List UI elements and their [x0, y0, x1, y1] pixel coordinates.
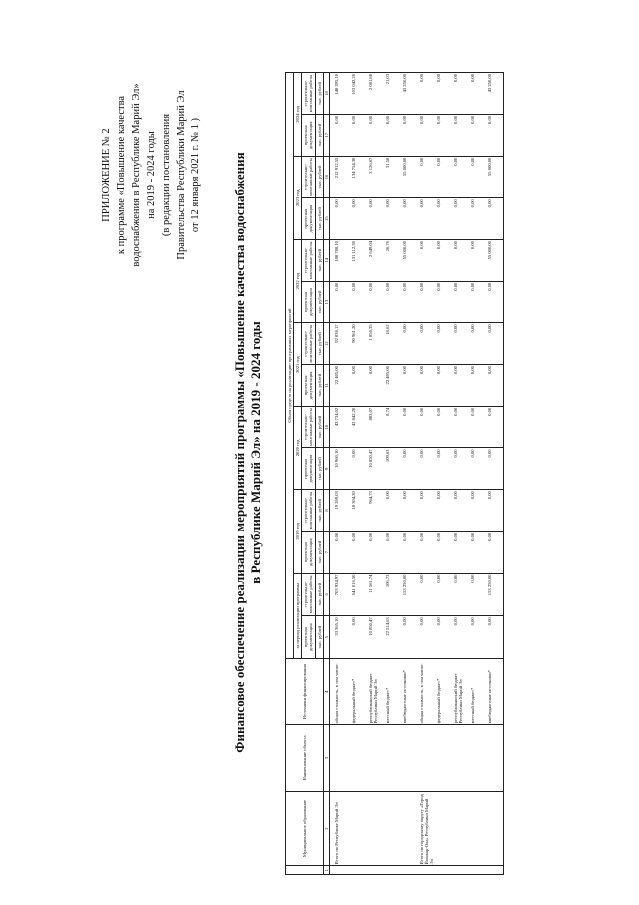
municipal-cell [469, 791, 486, 866]
value-cell: 22 514,63 [384, 616, 401, 659]
value-cell: 0,00 [452, 114, 469, 156]
value-cell: 0,00 [469, 198, 486, 240]
value-cell: 0,00 [350, 114, 367, 156]
header-unit: тыс. рублей [315, 156, 323, 198]
header-design-docs: проектная документация [302, 531, 315, 573]
header-design-docs: проектная документация [302, 365, 315, 407]
header-column-number: 7 [323, 531, 329, 573]
value-cell: 55 000,00 [486, 156, 504, 198]
header-column-number: 17 [323, 114, 329, 156]
header-column-number: 10 [323, 406, 329, 448]
value-cell: 148 395,10 [329, 73, 350, 115]
value-cell: 964,73 [367, 490, 384, 532]
document-title [232, 0, 265, 905]
header-column-number: 13 [323, 281, 329, 323]
value-cell: 0,00 [418, 323, 435, 365]
value-cell: 0,00 [452, 73, 469, 115]
header-unit: тыс. рублей [315, 240, 323, 282]
header-total-period: за период реализации программы [294, 573, 302, 659]
row-index-cell [486, 866, 504, 875]
header-unit: тыс. рублей [315, 365, 323, 407]
value-cell: 0,00 [418, 240, 435, 282]
value-cell: 3 126,67 [367, 156, 384, 198]
header-construction-works: строительно-монтажные работы [303, 491, 314, 530]
municipal-cell [350, 791, 367, 866]
value-cell: 0,00 [469, 406, 486, 448]
value-cell: 0,00 [452, 573, 469, 616]
value-cell: 0,00 [418, 573, 435, 616]
value-cell: 153 250,00 [486, 573, 504, 616]
value-cell: 0,00 [350, 365, 367, 407]
value-cell: 0,00 [401, 448, 418, 490]
municipal-cell [452, 791, 469, 866]
value-cell: 0,00 [401, 365, 418, 407]
appendix-line: на 2019 - 2024 годы [145, 131, 157, 219]
row-index-cell [367, 866, 384, 875]
value-cell: 0,00 [418, 531, 435, 573]
value-cell: 43 250,00 [486, 73, 504, 115]
value-cell: 153 250,00 [401, 573, 418, 616]
header-municipal: Муниципальное образование [286, 791, 324, 866]
header-column-number: 5 [323, 616, 329, 659]
value-cell: 0,00 [452, 240, 469, 282]
value-cell: 109,63 [384, 448, 401, 490]
value-cell: 0,00 [435, 240, 452, 282]
value-cell: 0,00 [486, 114, 504, 156]
value-cell: 131 112,30 [350, 240, 367, 282]
value-cell: 0,00 [469, 156, 486, 198]
value-cell: 22 405,00 [329, 365, 350, 407]
table-row [418, 73, 435, 875]
header-design-docs: проектная документация [302, 114, 315, 156]
value-cell: 18 304,30 [350, 490, 367, 532]
value-cell: 0,00 [452, 616, 469, 659]
value-cell: 0,00 [452, 365, 469, 407]
header-unit: тыс. рублей [315, 323, 323, 365]
value-cell: 0,00 [350, 198, 367, 240]
value-cell: 0,00 [367, 281, 384, 323]
value-cell: 1 856,35 [367, 323, 384, 365]
row-index-cell [435, 866, 452, 875]
value-cell: 0,00 [469, 616, 486, 659]
value-cell: 22 405,00 [384, 365, 401, 407]
value-cell: 0,00 [418, 616, 435, 659]
value-cell: 0,00 [418, 365, 435, 407]
row-index-cell [329, 866, 350, 875]
table-row [367, 73, 384, 875]
value-cell: 0,00 [435, 573, 452, 616]
source-cell: общая стоимость, в том числе: [418, 659, 435, 725]
header-column-number: 16 [323, 156, 329, 198]
source-cell: местный бюджет* [469, 659, 486, 725]
value-cell: 0,00 [469, 281, 486, 323]
object-cell [418, 725, 435, 791]
value-cell: 0,00 [469, 448, 486, 490]
municipal-cell [367, 791, 384, 866]
value-cell: 90 961,20 [350, 323, 367, 365]
header-construction-works: строительно-монтажные работы [303, 324, 314, 363]
header-construction-works: строительно-монтажные работы [302, 73, 315, 115]
value-cell: 0,00 [350, 448, 367, 490]
header-unit: тыс. рублей [315, 198, 323, 240]
value-cell: 0,00 [350, 531, 367, 573]
value-cell: 0,00 [435, 490, 452, 532]
header-construction-works: строительно-монтажные работы [303, 158, 314, 196]
header-column-number: 11 [323, 365, 329, 407]
value-cell: 0,00 [401, 114, 418, 156]
object-cell [329, 725, 350, 791]
value-cell: 18,62 [384, 323, 401, 365]
value-cell: 0,00 [418, 406, 435, 448]
row-index-cell [384, 866, 401, 875]
value-cell: 11 561,74 [367, 573, 384, 616]
header-unit: тыс. рублей [315, 281, 323, 323]
value-cell: 103 042,20 [350, 73, 367, 115]
header-column-number: 9 [323, 448, 329, 490]
value-cell: 0,00 [469, 365, 486, 407]
value-cell: 33 365,10 [329, 616, 350, 659]
value-cell: 0,00 [469, 73, 486, 115]
value-cell: 0,00 [435, 73, 452, 115]
value-cell: 0,00 [486, 448, 504, 490]
row-index-cell [350, 866, 367, 875]
header-year: 2020 год [294, 406, 302, 489]
value-cell: 0,00 [486, 490, 504, 532]
value-cell: 0,00 [350, 281, 367, 323]
appendix-line: (в редакции постановления [160, 113, 172, 237]
header-column-number: 2 [323, 791, 329, 866]
value-cell: 0,00 [367, 114, 384, 156]
value-cell: 0,00 [486, 365, 504, 407]
value-cell: 0,00 [384, 281, 401, 323]
value-cell: 0,00 [469, 323, 486, 365]
municipal-cell: Итого по городскому округу «Город Йошкар-Ола» Республики Марий Эл [418, 791, 435, 866]
value-cell: 8,74 [384, 406, 401, 448]
municipal-cell: Итого по Республике Марий Эл [329, 791, 350, 866]
value-cell: 0,00 [367, 365, 384, 407]
value-cell: 0,00 [401, 490, 418, 532]
value-cell: 0,00 [469, 531, 486, 573]
source-cell: федеральный бюджет* [350, 659, 367, 725]
row-index-cell [452, 866, 469, 875]
value-cell: 0,00 [418, 198, 435, 240]
source-cell: общая стоимость, в том числе: [329, 659, 350, 725]
header-design-docs: проектная документация [302, 616, 315, 659]
header-unit: тыс. рублей [315, 573, 323, 616]
header-unit: тыс. рублей [315, 448, 323, 490]
header-year: 2019 год [294, 490, 302, 573]
value-cell: 0,00 [401, 406, 418, 448]
value-cell: 0,00 [486, 323, 504, 365]
header-column-number: 3 [323, 725, 329, 791]
value-cell: 0,00 [486, 406, 504, 448]
value-cell: 0,00 [329, 198, 350, 240]
value-cell: 0,00 [367, 198, 384, 240]
value-cell: 55 000,00 [486, 240, 504, 282]
value-cell: 541 016,50 [350, 573, 367, 616]
title-line-2: в Республике Марий Эл» на 2019 - 2024 годы [248, 321, 264, 584]
header-column-number: 6 [323, 573, 329, 616]
object-cell [350, 725, 367, 791]
municipal-cell [401, 791, 418, 866]
municipal-cell [486, 791, 504, 866]
row-index-cell [418, 866, 435, 875]
municipal-cell [384, 791, 401, 866]
source-cell: внебюджетные источники* [401, 659, 418, 725]
header-funds: Объем средств на реализацию программных мероприятий [286, 73, 294, 659]
appendix-line: от 12 января 2021 г. № 1 ) [190, 117, 202, 233]
header-column-number: 4 [323, 659, 329, 725]
value-cell: 31,58 [384, 156, 401, 198]
header-year: 2021 год [294, 323, 302, 406]
value-cell: 0,00 [384, 198, 401, 240]
value-cell: 55 000,00 [401, 240, 418, 282]
table-row [452, 73, 469, 875]
header-source: Источники финансирования [286, 659, 324, 725]
value-cell: 0,00 [367, 531, 384, 573]
value-cell: 0,00 [435, 323, 452, 365]
object-cell [435, 725, 452, 791]
value-cell: 0,00 [435, 406, 452, 448]
header-column-number: 12 [323, 323, 329, 365]
value-cell: 0,00 [418, 281, 435, 323]
value-cell: 0,00 [350, 616, 367, 659]
value-cell: 92 836,17 [329, 323, 350, 365]
appendix-stamp [100, 25, 204, 325]
source-cell: местный бюджет* [384, 659, 401, 725]
value-cell: 0,00 [486, 616, 504, 659]
value-cell: 10 850,47 [367, 616, 384, 659]
value-cell: 19 269,03 [329, 490, 350, 532]
title-line-1: Финансовое обеспечение реализации мероприятий программы «Повышение качества водоснабжения [232, 152, 247, 753]
value-cell: 0,00 [486, 281, 504, 323]
header-year: 2024 год [294, 73, 302, 157]
value-cell: 0,00 [384, 114, 401, 156]
header-unit: тыс. рублей [315, 490, 323, 532]
value-cell: 0,00 [452, 156, 469, 198]
header-unit: тыс. рублей [315, 531, 323, 573]
table-row [350, 73, 367, 875]
value-cell: 10 960,10 [329, 448, 350, 490]
value-cell: 26,76 [384, 240, 401, 282]
header-unit: тыс. рублей [315, 616, 323, 659]
object-cell [486, 725, 504, 791]
value-cell: 0,00 [401, 323, 418, 365]
table-row [435, 73, 452, 875]
value-cell: 2 081,88 [367, 73, 384, 115]
header-year: 2023 год [294, 156, 302, 239]
value-cell: 55 000,00 [401, 156, 418, 198]
value-cell: 188 788,10 [329, 240, 350, 282]
value-cell: 0,00 [469, 240, 486, 282]
row-index-cell [401, 866, 418, 875]
value-cell: 0,00 [418, 73, 435, 115]
object-cell [367, 725, 384, 791]
header-year: 2022 год [294, 240, 302, 323]
header-construction-works: строительно-монтажные работы [303, 408, 314, 446]
value-cell: 2 649,04 [367, 240, 384, 282]
value-cell: 42 842,20 [350, 406, 367, 448]
header-unit: тыс. рублей [315, 114, 323, 156]
appendix-line: ПРИЛОЖЕНИЕ № 2 [101, 128, 112, 222]
table-row [401, 73, 418, 875]
header-index [286, 866, 324, 875]
value-cell: 0,00 [435, 198, 452, 240]
object-cell [469, 725, 486, 791]
table-row [329, 73, 350, 875]
header-unit: тыс. рублей [315, 406, 323, 448]
appendix-line: Правительства Республики Марий Эл [175, 90, 187, 260]
value-cell: 0,00 [435, 616, 452, 659]
value-cell: 0,00 [452, 531, 469, 573]
value-cell: 0,00 [329, 531, 350, 573]
object-cell [452, 725, 469, 791]
value-cell: 0,00 [452, 490, 469, 532]
value-cell: 0,00 [384, 490, 401, 532]
value-cell: 0,00 [486, 531, 504, 573]
value-cell: 0,00 [435, 114, 452, 156]
value-cell: 0,00 [469, 573, 486, 616]
source-cell: федеральный бюджет* [435, 659, 452, 725]
row-index-cell [469, 866, 486, 875]
value-cell: 0,00 [452, 406, 469, 448]
value-cell: 703 934,97 [329, 573, 350, 616]
value-cell: 0,00 [418, 114, 435, 156]
value-cell: 0,00 [435, 531, 452, 573]
value-cell: 0,00 [401, 198, 418, 240]
value-cell: 134 754,30 [350, 156, 367, 198]
source-cell: внебюджетные источники* [486, 659, 504, 725]
value-cell: 43 734,02 [329, 406, 350, 448]
value-cell: 0,00 [435, 448, 452, 490]
value-cell: 0,00 [435, 156, 452, 198]
value-cell: 0,00 [452, 198, 469, 240]
header-unit: тыс. рублей [315, 73, 323, 115]
value-cell: 0,00 [452, 448, 469, 490]
header-column-number: 1 [323, 866, 329, 875]
value-cell: 0,00 [384, 531, 401, 573]
source-cell: республиканский бюджет Республики Марий Эл [452, 659, 469, 725]
table-row [486, 73, 504, 875]
header-design-docs: проектная документация [302, 198, 315, 240]
value-cell: 43 250,00 [401, 73, 418, 115]
object-cell [384, 725, 401, 791]
value-cell: 0,00 [469, 490, 486, 532]
value-cell: 0,00 [401, 616, 418, 659]
value-cell: 106,73 [384, 573, 401, 616]
header-design-docs: проектная документация [302, 281, 315, 323]
header-construction-works: строительно-монтажные работы [303, 241, 314, 280]
value-cell: 212 912,55 [329, 156, 350, 198]
value-cell: 10 850,47 [367, 448, 384, 490]
value-cell: 0,00 [329, 281, 350, 323]
value-cell: 0,00 [418, 490, 435, 532]
value-cell: 0,00 [452, 323, 469, 365]
header-column-number: 15 [323, 198, 329, 240]
source-cell: республиканский бюджет Республики Марий Эл [367, 659, 384, 725]
value-cell: 0,00 [469, 114, 486, 156]
value-cell: 0,00 [401, 281, 418, 323]
value-cell: 0,00 [418, 448, 435, 490]
value-cell: 0,00 [435, 365, 452, 407]
table-row [384, 73, 401, 875]
table-body [329, 73, 503, 875]
header-column-number: 18 [323, 73, 329, 115]
table-row [469, 73, 486, 875]
value-cell: 0,00 [486, 198, 504, 240]
municipal-cell [435, 791, 452, 866]
header-column-number: 8 [323, 490, 329, 532]
value-cell: 883,07 [367, 406, 384, 448]
value-cell: 0,00 [452, 281, 469, 323]
value-cell: 0,00 [435, 281, 452, 323]
header-object: Наименование объекта [286, 725, 324, 791]
appendix-line: водоснабжения в Республике Марий Эл» [130, 83, 142, 267]
financing-table [285, 72, 504, 875]
value-cell: 21,03 [384, 73, 401, 115]
header-design-docs: проектная документация [302, 448, 315, 490]
header-column-number: 14 [323, 240, 329, 282]
header-construction-works: строительно-монтажные работы [302, 573, 315, 616]
value-cell: 0,00 [401, 531, 418, 573]
value-cell: 0,00 [418, 156, 435, 198]
object-cell [401, 725, 418, 791]
appendix-line: к программе «Повышение качества [115, 95, 127, 255]
value-cell: 0,00 [329, 114, 350, 156]
